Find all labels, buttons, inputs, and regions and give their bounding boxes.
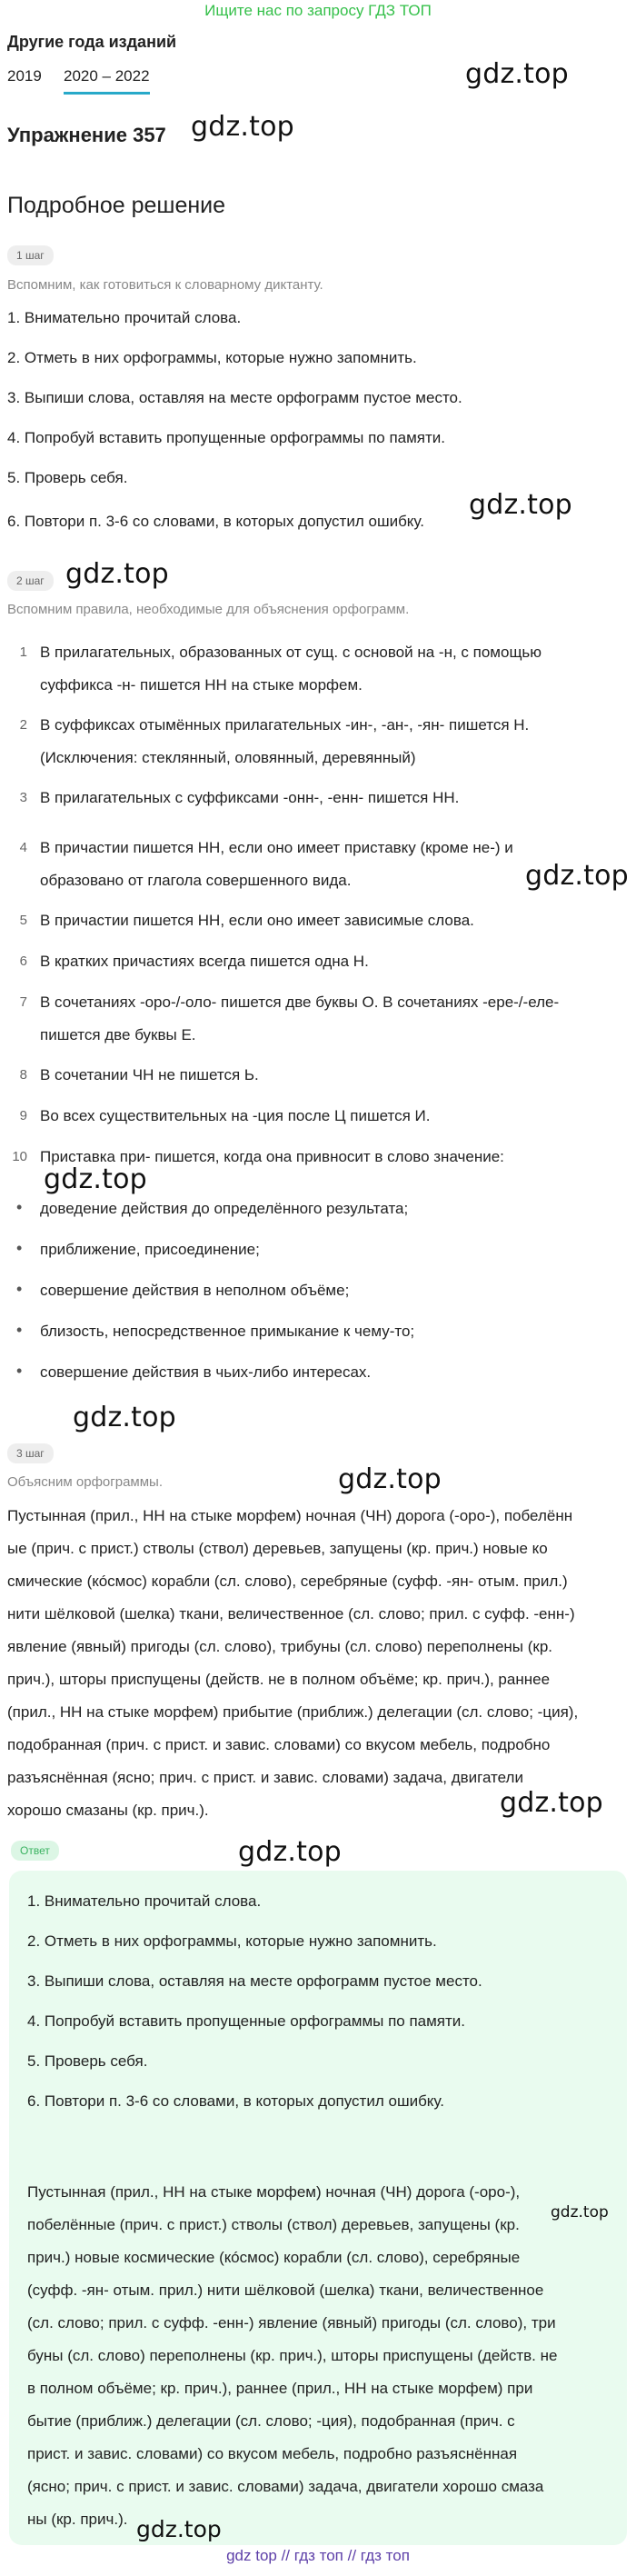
list-item: 4. Попробуй вставить пропущенные орфограммы по памяти. (27, 2012, 466, 2030)
watermark: gdz.top (136, 2516, 222, 2542)
rule-text: Во всех существительных на -ция после Ц пишется И. (40, 1107, 431, 1124)
list-item: совершение действия в неполном объёме; (40, 1282, 350, 1299)
rule-text: Приставка при- пишется, когда она привносит в слово значение: (40, 1148, 504, 1165)
step-note: Вспомним, как готовиться к словарному диктанту. (7, 277, 323, 293)
list-item: 6. Повтори п. 3-6 со словами, в которых допустил ошибку. (27, 2092, 444, 2110)
rule-text: В причастии пишется НН, если оно имеет зависимые слова. (40, 912, 474, 929)
bullet-icon: • (16, 1239, 23, 1257)
top-banner[interactable]: Ищите нас по запросу ГДЗ ТОП (204, 2, 432, 19)
rule-number: 8 (19, 1067, 27, 1083)
solution-title: Подробное решение (7, 193, 226, 218)
rule-text: В прилагательных с суффиксами -онн-, -енн- пишется НН. (40, 789, 460, 806)
rule-text: В прилагательных, образованных от сущ. с основой на -н, с помощью суффикса -н- пишется НН на стыке морфем. (40, 644, 542, 694)
list-item: 5. Проверь себя. (27, 2052, 148, 2070)
rule-number: 7 (19, 994, 27, 1010)
rule-number: 1 (19, 644, 27, 660)
watermark: gdz.top (551, 2203, 609, 2222)
step-note: Вспомним правила, необходимые для объяснения орфограмм. (7, 602, 410, 617)
list-item: совершение действия в чьих-либо интересах. (40, 1363, 372, 1381)
watermark: gdz.top (44, 1163, 147, 1195)
list-item: 3. Выпиши слова, оставляя на месте орфограмм пустое место. (27, 1972, 482, 1990)
step-badge: 1 шаг (7, 245, 54, 265)
list-item: 1. Внимательно прочитай слова. (7, 309, 242, 326)
answer-badge: Ответ (11, 1841, 59, 1861)
footer-links[interactable]: gdz top // гдз топ // гдз топ (226, 2547, 410, 2564)
year-tab-2019[interactable]: 2019 (7, 67, 42, 85)
rule-text: В сочетаниях -оро-/-оло- пишется две буквы О. В сочетаниях -ере-/-еле- пишется две буквы Е. (40, 993, 560, 1043)
bullet-icon: • (16, 1321, 23, 1339)
exercise-title: Упражнение 357 (7, 124, 166, 146)
list-item: приближение, присоединение; (40, 1241, 260, 1258)
other-years-title: Другие года изданий (7, 33, 177, 51)
rule-number: 2 (19, 717, 27, 733)
rule-number: 6 (19, 954, 27, 969)
rule-number: 3 (19, 790, 27, 805)
list-item: 5. Проверь себя. (7, 469, 128, 486)
list-item: 2. Отметь в них орфограммы, которые нужно запомнить. (27, 1932, 437, 1950)
list-item: 4. Попробуй вставить пропущенные орфограммы по памяти. (7, 429, 446, 446)
explanation-text: Пустынная (прил., НН на стыке морфем) ночная (ЧН) дорога (-оро-), побелённ ые (прич. с прист.) стволы (ствол) деревьев, запущены (кр. прич.) новые ко смические (кóсмос) корабли (сл. слово), серебряные (суфф. -ян- отым. прил.) нити шёлковой (шелка) ткани, величественное (сл. слово; прил. с суфф. -енн-) явление (явный) пригоды (сл. слово), трибуны (сл. слово) переполнены (кр. прич.), шторы приспущены (действ. не в полном объёме; кр. прич.), раннее (прил., НН на стыке морфем) прибытие (приближ.) делегации (сл. слово; -ция), подобранная (прич. с прист. и завис. словами) со вкусом мебель, подробно разъяснённая (ясно; прич. с прист. и завис. словами) задача, двигатели хорошо смазаны (кр. прич.). (7, 1507, 579, 1819)
list-item: 1. Внимательно прочитай слова. (27, 1892, 262, 1910)
rule-number: 10 (12, 1149, 27, 1164)
watermark: gdz.top (73, 1402, 176, 1433)
list-item: 6. Повтори п. 3-6 со словами, в которых допустил ошибку. (7, 513, 424, 530)
watermark: gdz.top (525, 860, 629, 892)
watermark: gdz.top (191, 111, 294, 143)
list-item: 3. Выпиши слова, оставляя на месте орфограмм пустое место. (7, 389, 462, 406)
watermark: gdz.top (338, 1463, 442, 1495)
watermark: gdz.top (465, 58, 569, 90)
rule-number: 5 (19, 913, 27, 928)
bullet-icon: • (16, 1362, 23, 1380)
bullet-icon: • (16, 1280, 23, 1298)
year-tab-2020-2022[interactable]: 2020 – 2022 (64, 67, 150, 85)
watermark: gdz.top (500, 1787, 603, 1819)
rule-text: В причастии пишется НН, если оно имеет приставку (кроме не-) и образовано от глагола совершенного вида. (40, 839, 513, 889)
rule-number: 9 (19, 1108, 27, 1123)
list-item: близость, непосредственное примыкание к чему-то; (40, 1323, 415, 1340)
rule-text: В кратких причастиях всегда пишется одна Н. (40, 953, 369, 970)
watermark: gdz.top (469, 489, 572, 521)
rule-text: В сочетании ЧН не пишется Ь. (40, 1066, 259, 1083)
step-note: Объясним орфограммы. (7, 1474, 163, 1490)
rule-text: В суффиксах отымённых прилагательных -ин-, -ан-, -ян- пишется Н. (Исключения: стеклянный, оловянный, деревянный) (40, 716, 530, 766)
watermark: gdz.top (238, 1836, 342, 1868)
step-badge: 3 шаг (7, 1443, 54, 1463)
watermark: gdz.top (65, 558, 169, 590)
rule-number: 4 (19, 840, 27, 855)
answer-text: Пустынная (прил., НН на стыке морфем) ночная (ЧН) дорога (-оро-), побелённые (прич. с прист.) стволы (ствол) деревьев, запущены (кр. прич.) новые космические (кóсмос) корабли (сл. слово), серебряные (суфф. -ян- отым. прил.) нити шёлковой (шелка) ткани, величественное (сл. слово; прил. с суфф. -енн-) явление (явный) пригоды (сл. слово), три буны (сл. слово) переполнены (кр. прич.), шторы приспущены (действ. не в полном объёме; кр. прич.), раннее (прил., НН на стыке морфем) при бытие (приближ.) делегации (сл. слово; -ция), подобранная (прич. с прист. и завис. словами) со вкусом мебель, подробно разъяснённая (ясно; прич. с прист. и завис. словами) задача, двигатели хорошо смаза ны (кр. прич.). (27, 2183, 558, 2528)
step-badge: 2 шаг (7, 571, 54, 591)
list-item: доведение действия до определённого результата; (40, 1200, 409, 1217)
bullet-icon: • (16, 1198, 23, 1216)
list-item: 2. Отметь в них орфограммы, которые нужно запомнить. (7, 349, 417, 366)
